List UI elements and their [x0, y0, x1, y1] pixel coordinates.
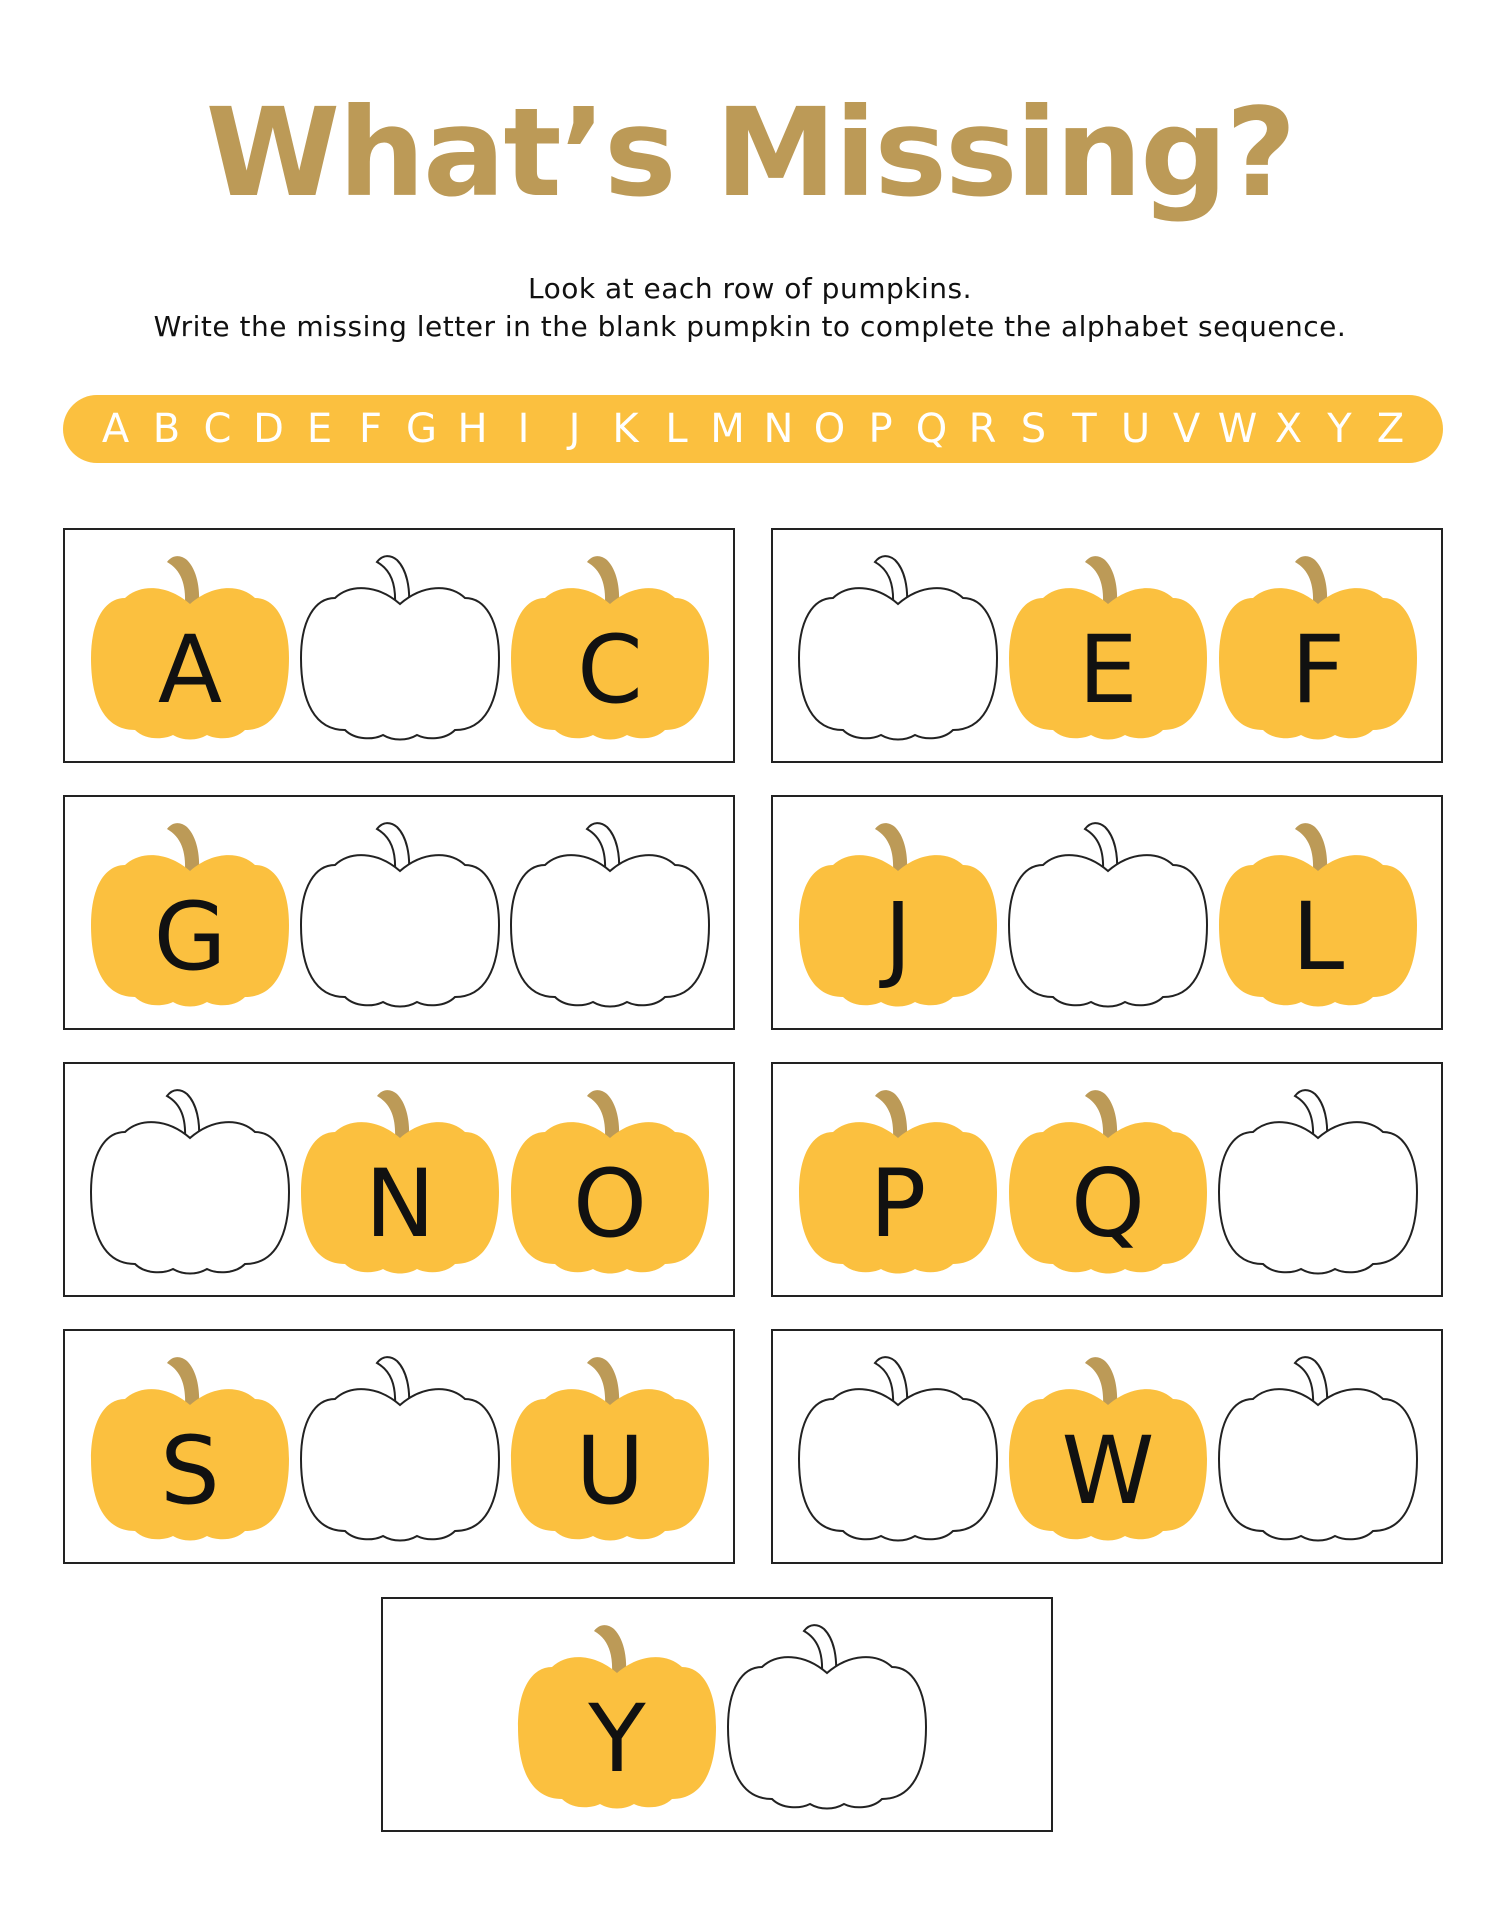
alphabet-letter: Q — [915, 406, 948, 452]
pumpkin-letter: S — [160, 1417, 220, 1526]
instructions-line-1: Look at each row of pumpkins. — [528, 272, 972, 305]
pumpkin-body — [301, 588, 499, 739]
alphabet-letter: T — [1072, 406, 1097, 452]
blank-pumpkin-icon[interactable] — [1213, 1341, 1423, 1551]
alphabet-letter: C — [203, 406, 232, 452]
pumpkin-letter: C — [577, 616, 643, 725]
pumpkin-card — [63, 1329, 735, 1564]
alphabet-letter: E — [306, 406, 333, 452]
blank-pumpkin-icon[interactable] — [295, 807, 505, 1017]
pumpkin-card — [63, 528, 735, 763]
pumpkin-body — [301, 855, 499, 1006]
alphabet-letter: B — [152, 406, 181, 452]
pumpkin-letter: E — [1078, 616, 1138, 725]
instructions-line-2: Write the missing letter in the blank pumpkin to complete the alphabet sequence. — [153, 310, 1347, 343]
alphabet-letter: F — [358, 406, 382, 452]
pumpkin-icon — [1003, 540, 1213, 750]
alphabet-letter: W — [1217, 406, 1258, 452]
pumpkin-card — [63, 1062, 735, 1297]
alphabet-letter: K — [612, 406, 639, 452]
pumpkin-body — [799, 588, 997, 739]
pumpkin-shape — [295, 540, 505, 750]
pumpkin-shape — [505, 807, 715, 1017]
worksheet-title: What’s Missing? — [205, 82, 1295, 224]
pumpkin-letter: Y — [588, 1685, 646, 1794]
pumpkin-body — [728, 1657, 926, 1808]
pumpkin-letter: J — [884, 883, 912, 992]
blank-pumpkin-icon[interactable] — [1213, 1074, 1423, 1284]
alphabet-letter: D — [253, 406, 284, 452]
blank-pumpkin-icon[interactable] — [295, 540, 505, 750]
instructions — [0, 270, 1500, 346]
pumpkin-icon — [1213, 807, 1423, 1017]
pumpkin-card — [381, 1597, 1053, 1832]
pumpkin-icon — [85, 540, 295, 750]
pumpkin-icon — [1003, 1341, 1213, 1551]
pumpkin-letter: F — [1290, 616, 1346, 725]
pumpkin-letter: G — [153, 883, 227, 992]
pumpkin-shape — [1003, 807, 1213, 1017]
pumpkin-icon — [505, 540, 715, 750]
pumpkin-icon — [295, 1074, 505, 1284]
pumpkin-card — [63, 795, 735, 1030]
pumpkin-icon — [505, 1074, 715, 1284]
alphabet-letter: R — [968, 406, 997, 452]
pumpkin-letter: Q — [1071, 1150, 1145, 1259]
blank-pumpkin-icon[interactable] — [722, 1609, 932, 1819]
blank-pumpkin-icon[interactable] — [793, 540, 1003, 750]
pumpkin-icon — [505, 1341, 715, 1551]
pumpkin-body — [301, 1389, 499, 1540]
pumpkin-shape — [722, 1609, 932, 1819]
pumpkin-card — [771, 528, 1443, 763]
alphabet-letter: V — [1172, 406, 1201, 452]
pumpkin-card — [771, 795, 1443, 1030]
pumpkin-letter: N — [364, 1150, 436, 1259]
pumpkin-body — [1009, 855, 1207, 1006]
pumpkin-body — [1219, 1389, 1417, 1540]
pumpkin-icon — [85, 1341, 295, 1551]
alphabet-letter: L — [665, 406, 688, 452]
alphabet-letter: Z — [1376, 406, 1405, 452]
blank-pumpkin-icon[interactable] — [505, 807, 715, 1017]
pumpkin-icon — [1213, 540, 1423, 750]
alphabet-letter: N — [763, 406, 794, 452]
alphabet-letter: S — [1020, 406, 1047, 452]
pumpkin-shape — [85, 1074, 295, 1284]
pumpkin-card — [771, 1329, 1443, 1564]
pumpkin-shape — [295, 807, 505, 1017]
alphabet-letter: I — [517, 406, 530, 452]
pumpkin-body — [799, 1389, 997, 1540]
pumpkin-letter: O — [573, 1150, 647, 1259]
pumpkin-shape — [793, 540, 1003, 750]
alphabet-letter: X — [1274, 406, 1303, 452]
blank-pumpkin-icon[interactable] — [295, 1341, 505, 1551]
pumpkin-letter: W — [1061, 1417, 1155, 1526]
pumpkin-shape — [1213, 1074, 1423, 1284]
pumpkin-icon — [793, 1074, 1003, 1284]
pumpkin-letter: P — [869, 1150, 927, 1259]
pumpkin-shape — [1213, 1341, 1423, 1551]
pumpkin-shape — [295, 1341, 505, 1551]
alphabet-letter: H — [457, 406, 488, 452]
alphabet-letter: Y — [1327, 406, 1352, 452]
pumpkin-letter: L — [1291, 883, 1345, 992]
pumpkin-icon — [793, 807, 1003, 1017]
blank-pumpkin-icon[interactable] — [1003, 807, 1213, 1017]
alphabet-bar — [63, 395, 1443, 463]
alphabet-letter: P — [868, 406, 893, 452]
blank-pumpkin-icon[interactable] — [793, 1341, 1003, 1551]
pumpkin-body — [1219, 1122, 1417, 1273]
alphabet-letter: J — [568, 406, 581, 452]
pumpkin-icon — [1003, 1074, 1213, 1284]
blank-pumpkin-icon[interactable] — [85, 1074, 295, 1284]
alphabet-letter: M — [710, 406, 745, 452]
pumpkin-card — [771, 1062, 1443, 1297]
pumpkin-letter: A — [157, 616, 223, 725]
alphabet-letter: O — [813, 406, 846, 452]
pumpkin-icon — [85, 807, 295, 1017]
alphabet-letter: A — [101, 406, 130, 452]
pumpkin-shape — [793, 1341, 1003, 1551]
pumpkin-icon — [512, 1609, 722, 1819]
pumpkin-body — [91, 1122, 289, 1273]
pumpkin-letter: U — [575, 1417, 645, 1526]
alphabet-letter: U — [1120, 406, 1151, 452]
alphabet-letter: G — [406, 406, 437, 452]
pumpkin-body — [511, 855, 709, 1006]
